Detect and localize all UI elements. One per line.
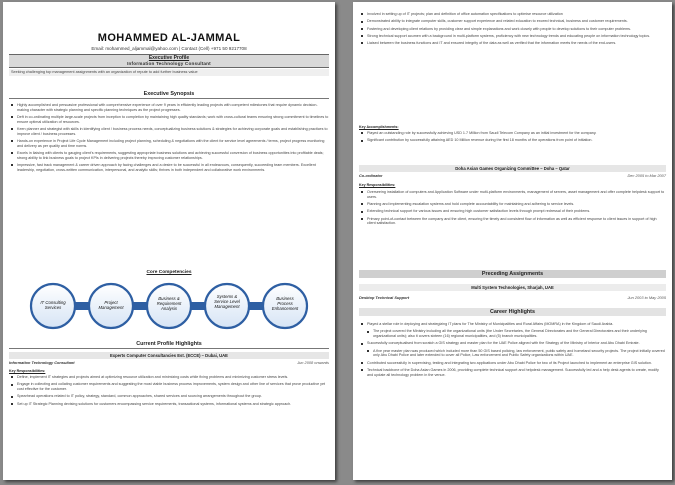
responsibility-item: Extending technical support for various issues and ensuring high customer satisfaction levels through prompt redressal of their problems.	[359, 209, 666, 214]
mst-dates: Jun 2003 to May 2005	[627, 295, 666, 300]
executive-profile-box	[9, 54, 329, 68]
mst-employer: Multi System Technologies, Sharjah, UAE	[359, 284, 666, 291]
core-competencies-heading: Core Competencies	[146, 270, 192, 275]
responsibilities-label: Key Responsibilities:	[9, 369, 46, 373]
doha-responsibilities-label: Key Responsibilities:	[359, 183, 396, 187]
responsibility-item: Involved in setting up of IT projects; plan and definition of office automation specifications to optimise resource utilization	[359, 12, 666, 17]
responsibility-item: Planning and implementing escalation systems and hold complete accountability for maintaining and adhering to service levels.	[359, 202, 666, 207]
contact-line: Email: mohammed_aljammal@yahoo.com | Contact (Cell) +971 50 9217708	[91, 46, 247, 51]
page-1-content	[9, 2, 329, 480]
career-highlight-subitem: The project covered the Ministry including all the organizational units (the Under Secretaries, the General Directorates and the General Directorates and their underlying organizational units); also it covers sixteen (16) regional municipalities, and (5) branch municipalities.	[359, 329, 666, 338]
responsibility-item: Liaised between the business functions and IT and ensured integrity of the data as well as verified that the information meets the needs of the end-users.	[359, 41, 666, 46]
responsibilities-list	[9, 375, 329, 409]
responsibility-item: Demonstrated ability to integrate computer skills, customer support experience and related education to exceed technical, business and customer requirements.	[359, 19, 666, 24]
candidate-name: MOHAMMED AL-JAMMAL	[97, 32, 241, 44]
continued-responsibilities-list	[359, 12, 666, 48]
career-highlight-item: Successfully conceptualised from scratch a GIS strategy and master plan for the UAE Police aligned with the Strategy of the Ministry of Interior and Abu Dhabi Emirate.	[359, 341, 666, 346]
career-highlight-item: Technical backbone of the Doha Asian Games in 2006, providing complete technical support and helpdesk management. Successfully led and a help desk agents to create, modify and update all technology problem in the venue.	[359, 368, 666, 377]
responsibility-item: Set up IT Strategic Planning devising solutions for customers encompassing service requirements, transactional systems, informational systems and strategic approach.	[9, 402, 329, 407]
doha-employer: Doha Asian Games Organizing Committee – Doha – Qatar	[359, 165, 666, 172]
mst-role-line	[359, 295, 666, 301]
responsibility-item: Primary point-of-contact between the company and the client, ensuring the timely and consistent flow of information as well as efficient response to client issues in support of high client satisfaction.	[359, 217, 666, 226]
responsibility-item: Fostering and developing client relations by providing clear and simple explanations and work closely with people to develop solutions to their computer problems.	[359, 27, 666, 32]
page-2-content	[359, 2, 666, 480]
accomplishment-item: Played an outstanding role by successfully achieving USD 1.7 Million from Saudi Telecom Company as an initial investment for the company.	[359, 131, 666, 136]
executive-synopsis-heading: Executive Synopsis	[143, 91, 195, 97]
mst-role: Desktop Technical Support	[359, 295, 410, 300]
divider	[9, 98, 329, 99]
career-highlight-item: Contributed successfully in supervising, testing and integrating two applications under Abu Dhabi Police for two of its Project launched to implement an enterprise GIS solution.	[359, 361, 666, 366]
divider	[9, 348, 329, 349]
svg-text:BusinessProcessEnhancement: Business Process Enhancement	[271, 296, 299, 311]
competency-node-5	[263, 284, 307, 328]
synopsis-item: Hands-on experience in Project Life Cycle Management including project planning, scheduling & negotiations with the client for service level agreements / terms, project progress monitoring and delivery as per quality and time norms.	[9, 139, 329, 148]
preceding-assignments-heading: Preceding Assignments	[359, 270, 666, 278]
current-profile-heading: Current Profile Highlights	[136, 341, 202, 347]
doha-responsibilities-list	[359, 190, 666, 229]
resume-page-1	[3, 2, 335, 480]
synopsis-list	[9, 103, 329, 175]
doha-dates: Dec 2005 to Mar 2007	[627, 173, 666, 178]
executive-profile-label: Executive Profile	[148, 55, 190, 61]
synopsis-item: Excels in liaising with clients to gauging client's requirements, suggesting appropriate business solutions and achieving successful conversion of business opportunities into profitable deals; strong ability to link business goals to project KPIs in delivering projects thereby improving customer relationships.	[9, 151, 329, 160]
career-highlight-item: Played a stellar role in deploying and strategizing IT plans for The Ministry of Municipalities and Rural Affairs (MOMRA) in the Kingdom of Saudi Arabia.	[359, 322, 666, 327]
responsibility-item: Strong technical support acumen with a background in multi-platform systems, proficiency with new technology trends and educating people on information technology topics.	[359, 34, 666, 39]
career-highlights-heading: Career Highlights	[359, 308, 666, 316]
professional-title: Information Technology Consultant	[127, 61, 211, 66]
accomplishments-label: Key Accomplishments:	[359, 125, 399, 129]
svg-text:Systems &Service LevelManageme: Systems & Service Level Management	[214, 294, 240, 309]
synopsis-item: Keen planner and strategist with skills in identifying client / business process needs, conceptualizing business solutions & strategies for achieving corporate goals and establishing practices to improve client / business processes.	[9, 127, 329, 136]
competency-node-2	[89, 284, 133, 328]
svg-text:ProjectManagement: Project Management	[98, 300, 124, 310]
competencies-diagram	[23, 280, 315, 332]
doha-role: Co-ordinator	[359, 173, 383, 178]
current-employer: Experts Computer Consultancies Est. (ECCE) – Dubai, UAE	[9, 352, 329, 359]
responsibility-item: Engage in collecting and collating customer requirements and suggesting the most viable business process improvements, system design and other line of services that prove productive yet cost effective for the customer.	[9, 382, 329, 391]
accomplishment-item: Significant contribution by successfully attaining AED 10 Million revenue during the first 18 months of the operations from point of initiation.	[359, 138, 666, 143]
responsibility-item: Overseeing installation of computers and Application Software under multi-platform environments, management of servers, asset management and offer complete helpdesk support to users.	[359, 190, 666, 199]
current-role: Information Technology Consultant	[9, 360, 75, 365]
resume-page-2	[353, 2, 672, 480]
career-highlight-subitem: A five year master plan was produced which included more than 50 GIS based policing, law enforcement, public safety and homeland security projects. The project initially covered only Abu Dhabi Police and later extended to cover all Police, Law enforcement and Public Safety organizations within UAE.	[359, 349, 666, 358]
synopsis-item: Highly accomplished and persuasive professional with comprehensive experience of over 9 years in efficiently leading projects with competent milestones that require dynamic decision-making character with strategic planning and specific planning techniques as the project progresses.	[9, 103, 329, 112]
svg-text:IT ConsultingServices: IT Consulting Services	[40, 300, 66, 310]
synopsis-item: Impressive, fast track management & career driven approach by facing challenges and a desire to be successful in all endeavours, consequently, succeeding team members. Excellent leadership, negotiation, cross-written communication, interpersonal, and analytic skills; thrives in both independent and collaborative work environments.	[9, 163, 329, 172]
responsibility-item: Spearhead operations related to IT policy, strategy, standard, common approaches, shared services and sourcing arrangements throughout the group.	[9, 394, 329, 399]
competency-node-1	[31, 284, 75, 328]
objective-line: Seeking challenging top management assignments with an organization of repute to add further business value	[9, 69, 329, 76]
doha-role-line	[359, 173, 666, 179]
career-highlights-list	[359, 322, 666, 380]
competency-node-3	[147, 284, 191, 328]
responsibility-item: Define, implement IT strategies and projects aimed at optimizing resource utilization and minimizing costs while fixing problems and minimizing customer stress levels.	[9, 375, 329, 380]
svg-text:Business &RequirementAnalysis: Business & Requirement Analysis	[156, 296, 182, 311]
accomplishments-list	[359, 131, 666, 146]
current-dates: Jun 2008 onwards	[297, 360, 329, 365]
synopsis-item: Deft in co-ordinating multiple large-scale projects from inception to completion by maintaining high quality standards; work with cross-cultural teams ensuring strong commitment to timelines to ensure optimal utilization of resources.	[9, 115, 329, 124]
current-role-line	[9, 360, 329, 366]
competency-node-4	[205, 284, 249, 328]
